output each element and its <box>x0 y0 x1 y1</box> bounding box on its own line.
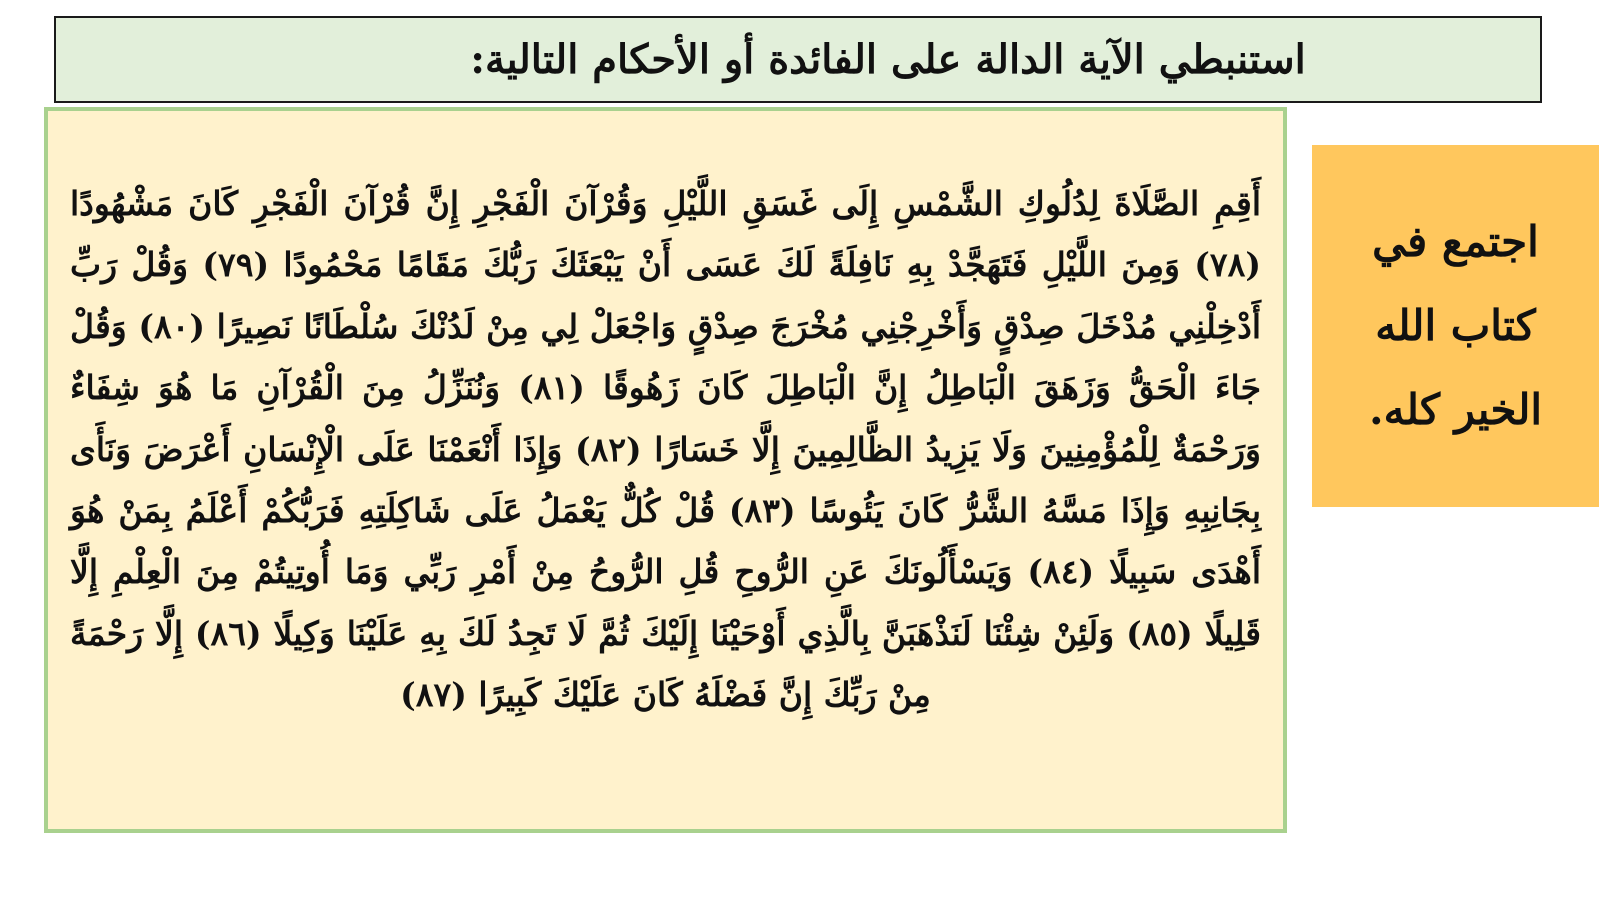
verses-box <box>44 107 1287 833</box>
title-bar <box>54 16 1542 103</box>
side-note-box <box>1312 145 1599 507</box>
side-note-text: اجتمع في كتاب الله الخير كله. <box>1368 217 1543 434</box>
page-title: استنبطي الآية الدالة على الفائدة أو الأحكام التالية: <box>470 35 1306 83</box>
quran-verses-text: أَقِمِ الصَّلَاةَ لِدُلُوكِ الشَّمْسِ إِلَى غَسَقِ اللَّيْلِ وَقُرْآنَ الْفَجْرِ إِنَّ قُرْآنَ الْفَجْرِ كَانَ مَشْهُودًا (٧٨) وَمِنَ اللَّيْلِ فَتَهَجَّدْ بِهِ نَافِلَةً لَكَ عَسَى أَنْ يَبْعَثَكَ رَبُّكَ مَقَامًا مَحْمُودًا (٧٩) وَقُلْ رَبِّ أَدْخِلْنِي مُدْخَلَ صِدْقٍ وَأَخْرِجْنِي مُخْرَجَ صِدْقٍ وَاجْعَلْ لِي مِنْ لَدُنْكَ سُلْطَانًا نَصِيرًا (٨٠) وَقُلْ جَاءَ الْحَقُّ وَزَهَقَ الْبَاطِلُ إِنَّ الْبَاطِلَ كَانَ زَهُوقًا (٨١) وَنُنَزِّلُ مِنَ الْقُرْآنِ مَا هُوَ شِفَاءٌ وَرَحْمَةٌ لِلْمُؤْمِنِينَ وَلَا يَزِيدُ الظَّالِمِينَ إِلَّا خَسَارًا (٨٢) وَإِذَا أَنْعَمْنَا عَلَى الْإِنْسَانِ أَعْرَضَ وَنَأَى بِجَانِبِهِ وَإِذَا مَسَّهُ الشَّرُّ كَانَ يَئُوسًا (٨٣) قُلْ كُلٌّ يَعْمَلُ عَلَى شَاكِلَتِهِ فَرَبُّكُمْ أَعْلَمُ بِمَنْ هُوَ أَهْدَى سَبِيلًا (٨٤) وَيَسْأَلُونَكَ عَنِ الرُّوحِ قُلِ الرُّوحُ مِنْ أَمْرِ رَبِّي وَمَا أُوتِيتُمْ مِنَ الْعِلْمِ إِلَّا قَلِيلًا (٨٥) وَلَئِنْ شِئْنَا لَنَذْهَبَنَّ بِالَّذِي أَوْحَيْنَا إِلَيْكَ ثُمَّ لَا تَجِدُ لَكَ بِهِ عَلَيْنَا وَكِيلًا (٨٦) إِلَّا رَحْمَةً مِنْ رَبِّكَ إِنَّ فَضْلَهُ كَانَ عَلَيْكَ كَبِيرًا (٨٧) <box>70 184 1262 715</box>
